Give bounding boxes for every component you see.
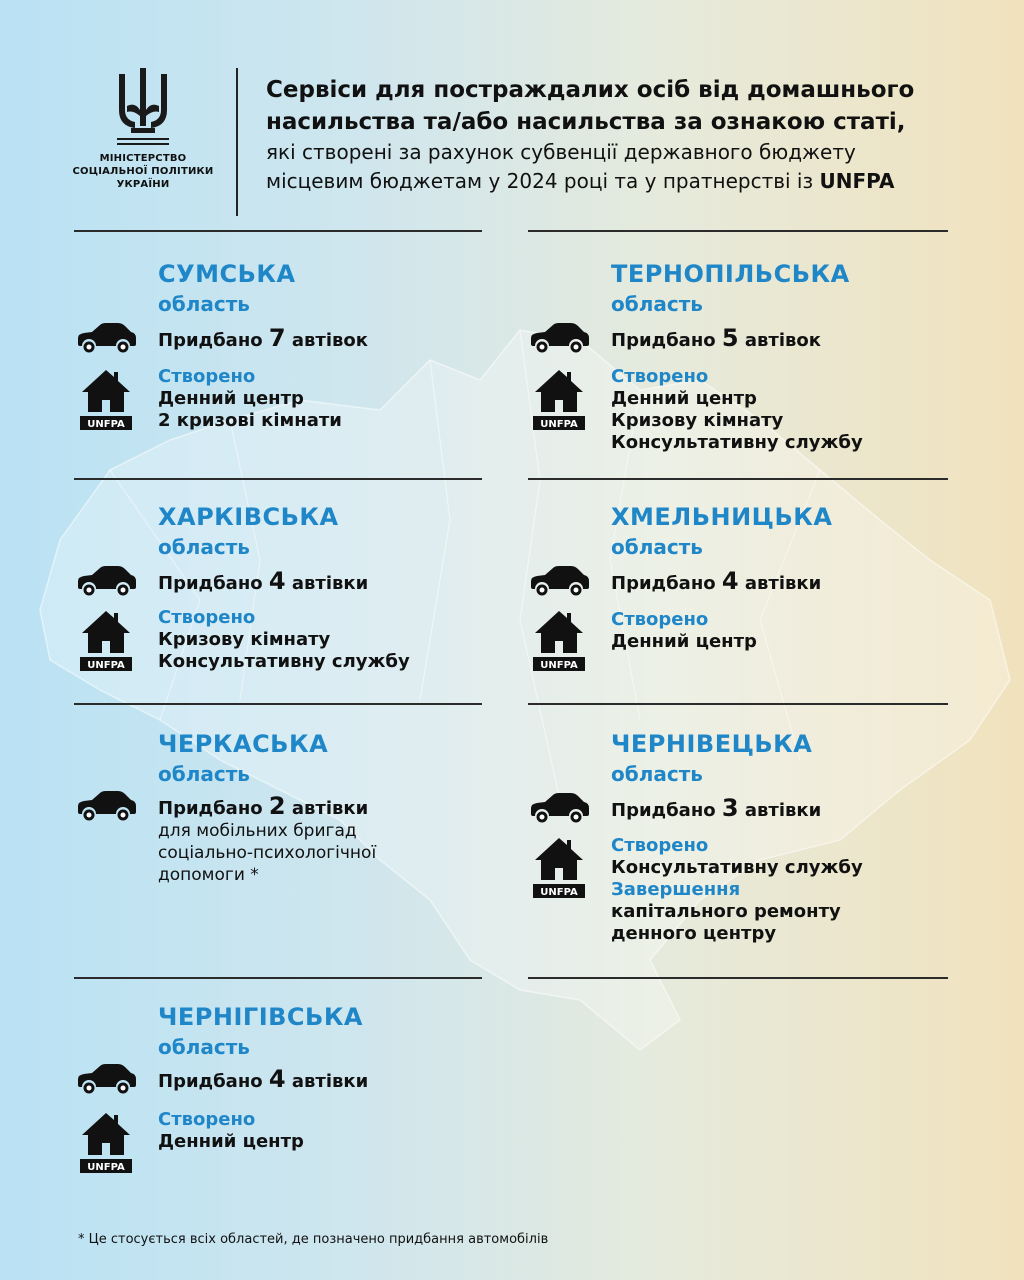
cars-prefix: Придбано	[611, 330, 716, 351]
region-sub: область	[158, 535, 250, 559]
cars-purchased	[611, 569, 821, 596]
house-unfpa-icon	[80, 368, 132, 430]
cars-count: 4	[268, 567, 286, 595]
divider	[74, 478, 482, 480]
house-unfpa-icon	[533, 609, 585, 671]
trident-emblem-icon	[113, 66, 173, 146]
cars-purchased	[158, 794, 368, 821]
service-item: Консультативну службу	[611, 857, 863, 878]
cars-purchased	[611, 796, 821, 823]
divider	[528, 230, 948, 232]
subtitle-line-1: які створені за рахунок субвенції державного бюджету	[266, 140, 856, 164]
services-block	[158, 607, 410, 673]
completed-item: капітального ремонту	[611, 901, 841, 922]
footnote: * Це стосується всіх областей, де позначено придбання автомобілів	[78, 1232, 549, 1247]
cars-count: 7	[268, 324, 286, 352]
subtitle-brand: UNFPA	[819, 169, 895, 193]
cars-unit: автівки	[291, 573, 369, 594]
cars-prefix: Придбано	[158, 573, 263, 594]
cars-unit: автівки	[744, 573, 822, 594]
service-item: Денний центр	[158, 1131, 304, 1152]
unfpa-badge: UNFPA	[540, 419, 578, 430]
region-name: ЧЕРНІГІВСЬКА	[158, 1003, 364, 1031]
car-icon	[527, 565, 591, 597]
title-line-2: насильства та/або насильства за ознакою статі,	[266, 109, 906, 135]
cars-count: 3	[721, 794, 739, 822]
subtitle-line-2-text: місцевим бюджетам у 2024 році та у пратнерстві із	[266, 169, 814, 193]
house-unfpa-icon	[80, 1111, 132, 1173]
cars-purpose-line: для мобільних бригад	[158, 821, 357, 841]
divider	[528, 478, 948, 480]
divider	[74, 230, 482, 232]
region-name: ХАРКІВСЬКА	[158, 503, 339, 531]
service-item: Кризову кімнату	[611, 410, 784, 431]
service-item: Денний центр	[611, 388, 757, 409]
house-unfpa-icon	[533, 368, 585, 430]
cars-unit: автівки	[291, 1071, 369, 1092]
unfpa-badge: UNFPA	[540, 887, 578, 898]
cars-purpose-line: соціально-психологічної	[158, 843, 377, 863]
divider	[528, 977, 948, 979]
logo-line-3: УКРАЇНИ	[116, 179, 170, 190]
house-unfpa-icon	[533, 836, 585, 898]
cars-count: 2	[268, 792, 286, 820]
region-sub: область	[611, 535, 703, 559]
created-label: Створено	[611, 835, 709, 856]
cars-count: 4	[268, 1065, 286, 1093]
cars-purchased	[158, 1067, 368, 1094]
created-label: Створено	[611, 609, 709, 630]
created-label: Створено	[158, 366, 256, 387]
house-unfpa-icon	[80, 609, 132, 671]
cars-purchased	[158, 569, 368, 596]
service-item: Консультативну службу	[158, 651, 410, 672]
logo-line-2: СОЦІАЛЬНОЇ ПОЛІТИКИ	[72, 166, 214, 177]
cars-prefix: Придбано	[158, 798, 263, 819]
created-label: Створено	[158, 607, 256, 628]
created-label: Створено	[611, 366, 709, 387]
cars-purpose-line: допомоги *	[158, 865, 259, 885]
page-title	[266, 74, 966, 196]
cars-purchased	[158, 326, 368, 353]
cars-count: 4	[721, 567, 739, 595]
services-block	[611, 366, 863, 454]
completed-item: денного центру	[611, 923, 777, 944]
cars-purpose	[158, 820, 478, 886]
car-icon	[527, 792, 591, 824]
cars-count: 5	[721, 324, 739, 352]
region-name: ХМЕЛЬНИЦЬКА	[611, 503, 833, 531]
car-icon	[74, 565, 138, 597]
service-item: Денний центр	[611, 631, 757, 652]
unfpa-badge: UNFPA	[540, 660, 578, 671]
car-icon	[74, 790, 138, 822]
completed-label: Завершення	[611, 879, 741, 900]
region-name: СУМСЬКА	[158, 260, 296, 288]
car-icon	[74, 1063, 138, 1095]
logo-line-1: МІНІСТЕРСТВО	[99, 153, 187, 164]
cars-prefix: Придбано	[158, 1071, 263, 1092]
region-sub: область	[611, 292, 703, 316]
region-sub: область	[611, 762, 703, 786]
car-icon	[527, 322, 591, 354]
header-divider	[236, 68, 238, 216]
cars-unit: автівок	[744, 330, 822, 351]
car-icon	[74, 322, 138, 354]
service-item: Кризову кімнату	[158, 629, 331, 650]
services-block	[158, 366, 342, 432]
service-item: Консультативну службу	[611, 432, 863, 453]
cars-prefix: Придбано	[158, 330, 263, 351]
cars-purchased	[611, 326, 821, 353]
cars-prefix: Придбано	[611, 573, 716, 594]
region-sub: область	[158, 762, 250, 786]
services-block	[611, 835, 863, 945]
cars-prefix: Придбано	[611, 800, 716, 821]
region-name: ТЕРНОПІЛЬСЬКА	[611, 260, 850, 288]
region-name: ЧЕРКАСЬКА	[158, 730, 329, 758]
service-item: 2 кризові кімнати	[158, 410, 342, 431]
divider	[74, 977, 482, 979]
region-sub: область	[158, 292, 250, 316]
unfpa-badge: UNFPA	[87, 1162, 125, 1173]
divider	[74, 703, 482, 705]
region-sub: область	[158, 1035, 250, 1059]
region-name: ЧЕРНІВЕЦЬКА	[611, 730, 813, 758]
unfpa-badge: UNFPA	[87, 419, 125, 430]
title-line-1: Сервіси для постраждалих осіб від домашнього	[266, 77, 915, 103]
cars-unit: автівки	[744, 800, 822, 821]
divider	[528, 703, 948, 705]
cars-unit: автівок	[291, 330, 369, 351]
service-item: Денний центр	[158, 388, 304, 409]
services-block	[611, 609, 757, 653]
ministry-logo	[72, 66, 214, 191]
services-block	[158, 1109, 304, 1153]
cars-unit: автівки	[291, 798, 369, 819]
unfpa-badge: UNFPA	[87, 660, 125, 671]
subtitle-line-2	[266, 167, 966, 196]
created-label: Створено	[158, 1109, 256, 1130]
